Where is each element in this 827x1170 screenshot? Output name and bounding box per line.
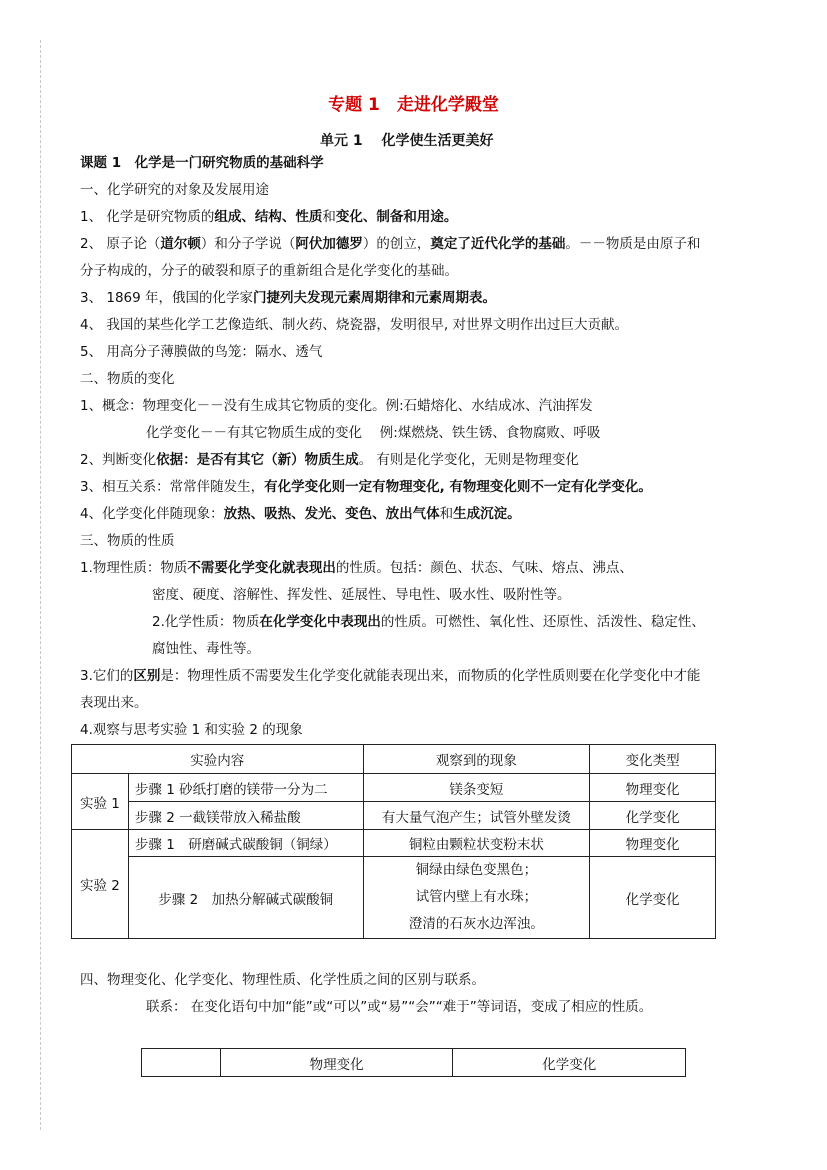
observation-line: 澄清的石灰水边浑浊。 [408, 916, 544, 932]
step-cell: 步骤 2 加热分解碱式碳酸铜 [128, 857, 363, 939]
s3-item-3-cont: 表现出来。 [80, 695, 148, 711]
table-header-row [72, 745, 716, 774]
s2-item-1: 1、概念：物理变化－－没有生成其它物质的变化。例:石蜡熔化、水结成冰、汽油挥发 [80, 398, 593, 414]
s1-item-2: 2、 原子论（道尔顿）和分子学说（阿伏加德罗）的创立，奠定了近代化学的基础。－－物质是由原子和 [80, 236, 701, 252]
table-header-row [142, 1049, 686, 1077]
header-cell [142, 1049, 221, 1077]
section-1-heading: 一、化学研究的对象及发展用途 [80, 182, 269, 198]
table-row [72, 857, 716, 939]
s2-item-3: 3、相互关系：常常伴随发生，有化学变化则一定有物理变化, 有物理变化则不一定有化学变化。 [80, 479, 652, 495]
comparison-table [141, 1048, 686, 1077]
table-row [72, 802, 716, 830]
s1-item-5: 5、 用高分子薄膜做的鸟笼：隔水、透气 [80, 344, 323, 360]
header-cell: 变化类型 [590, 745, 716, 774]
change-type-cell: 物理变化 [590, 774, 716, 802]
observation-line: 试管内壁上有水珠； [415, 889, 538, 905]
header-cell: 物理变化 [220, 1049, 453, 1077]
section-3-heading: 三、物质的性质 [80, 533, 175, 549]
step-cell: 步骤 2 一截镁带放入稀盐酸 [128, 802, 363, 830]
s2-item-1-cont: 化学变化－－有其它物质生成的变化 例:煤燃烧、铁生锈、食物腐败、呼吸 [146, 425, 601, 441]
s3-item-1: 1.物理性质：物质不需要化学变化就表现出的性质。包括：颜色、状态、气味、熔点、沸点、 [80, 560, 633, 576]
s3-item-4: 4.观察与思考实验 1 和实验 2 的现象 [80, 722, 303, 738]
table-row [72, 774, 716, 802]
observation-cell: 有大量气泡产生；试管外壁发烫 [363, 802, 590, 830]
s3-item-1-cont: 密度、硬度、溶解性、挥发性、延展性、导电性、吸水性、吸附性等。 [152, 587, 571, 603]
header-cell: 观察到的现象 [363, 745, 590, 774]
s4-relation-note: 联系： 在变化语句中加“能”或“可以”或“易”“会”“难于”等词语，变成了相应的性质。 [146, 999, 653, 1015]
header-cell: 实验内容 [72, 745, 364, 774]
section-2-heading: 二、物质的变化 [80, 371, 175, 387]
experiment-table [71, 744, 716, 939]
observation-cell: 镁条变短 [363, 774, 590, 802]
s3-item-2-cont: 腐蚀性、毒性等。 [152, 641, 260, 657]
change-type-cell: 化学变化 [590, 802, 716, 830]
page-title: 专题 1 走进化学殿堂 [328, 95, 499, 115]
step-cell: 步骤 1 砂纸打磨的镁带一分为二 [128, 774, 363, 802]
observation-cell [363, 857, 590, 939]
s2-item-4: 4、化学变化伴随现象：放热、吸热、发光、变色、放出气体和生成沉淀。 [80, 506, 521, 522]
observation-cell: 铜粒由颗粒状变粉末状 [363, 830, 590, 857]
s1-item-2-cont: 分子构成的，分子的破裂和原子的重新组合是化学变化的基础。 [80, 263, 458, 279]
section-4-heading: 四、物理变化、化学变化、物理性质、化学性质之间的区别与联系。 [80, 972, 485, 988]
unit-title: 单元 1 化学使生活更美好 [320, 133, 494, 149]
s1-item-4: 4、 我国的某些化学工艺像造纸、制火药、烧瓷器，发明很早, 对世界文明作出过巨大贡献。 [80, 317, 628, 333]
s3-item-2: 2.化学性质：物质在化学变化中表现出的性质。可燃性、氧化性、还原性、活泼性、稳定性、 [152, 614, 705, 630]
lesson-title: 课题 1 化学是一门研究物质的基础科学 [80, 155, 324, 171]
s2-item-2: 2、判断变化依据：是否有其它（新）物质生成。 有则是化学变化，无则是物理变化 [80, 452, 579, 468]
change-type-cell: 物理变化 [590, 830, 716, 857]
change-type-cell: 化学变化 [590, 857, 716, 939]
page-margin-guide [40, 40, 41, 1130]
s1-item-1: 1、 化学是研究物质的组成、结构、性质和变化、制备和用途。 [80, 209, 458, 225]
header-cell: 化学变化 [453, 1049, 686, 1077]
experiment-label: 实验 2 [72, 830, 129, 939]
s3-item-3: 3.它们的区别是：物理性质不需要发生化学变化就能表现出来，而物质的化学性质则要在化学变化中才能 [80, 668, 701, 684]
observation-line: 铜绿由绿色变黑色； [415, 862, 538, 878]
step-cell: 步骤 1 研磨碱式碳酸铜（铜绿） [128, 830, 363, 857]
experiment-label: 实验 1 [72, 774, 129, 830]
table-row [72, 830, 716, 857]
s1-item-3: 3、 1869 年，俄国的化学家门捷列夫发现元素周期律和元素周期表。 [80, 290, 497, 306]
